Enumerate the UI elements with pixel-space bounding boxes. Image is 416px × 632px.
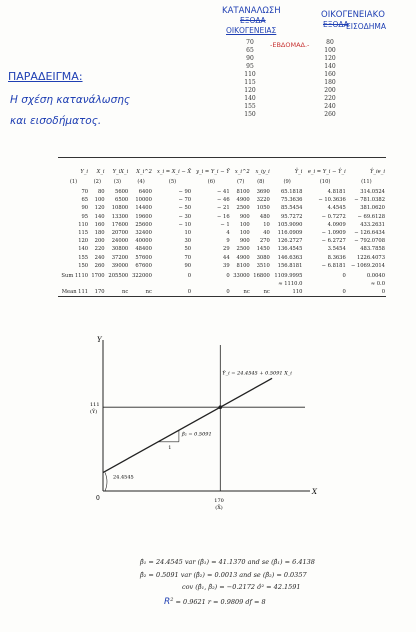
table-cell: 140 (94, 213, 105, 220)
income-cell: 80 (326, 39, 334, 47)
table-cell: (10) (319, 179, 331, 185)
table-cell: 20700 (111, 230, 129, 237)
table-cell: (6) (207, 179, 216, 185)
family-income-label-top: ΟΙΚΟΓΕΝΕΙΑΚΟ (321, 10, 385, 20)
household-label: ΟΙΚΟΓΕΝΕΙΑΣ (226, 26, 277, 35)
consumption-cell: 95 (246, 63, 254, 71)
table-cell: 156.8181 (277, 262, 303, 269)
table-cell: (1) (69, 179, 78, 185)
table-cell: − 50 (178, 205, 192, 212)
table-cell: Mean 111 (61, 289, 89, 296)
column-header: y_i = Y_i − Ȳ (196, 169, 230, 175)
table-cell: − 10.3636 (318, 197, 346, 204)
consumption-cell: 70 (246, 39, 254, 47)
table-cell: − 1069.2014 (350, 262, 385, 269)
table-cell: − 6.8181 (321, 262, 346, 269)
x-mean-label-top: 170 (214, 498, 224, 504)
table-cell: 8.3636 (327, 254, 346, 261)
table-cell: Sum 1110 (61, 272, 89, 279)
table-cell: 381.0620 (360, 205, 385, 212)
table-cell: − 16 (217, 213, 230, 220)
table-cell: 65.1818 (280, 189, 303, 196)
table-cell: 1226.4073 (356, 254, 385, 261)
table-cell: 0 (187, 272, 192, 279)
column-header: x_i = X_i − X̄ (156, 169, 192, 175)
table-cell: 110 (78, 221, 89, 228)
table-cell: − 10 (178, 221, 192, 228)
table-cell: 85.5454 (280, 205, 303, 212)
table-cell: 110 (292, 289, 303, 296)
table-cell: nc (145, 289, 152, 296)
consumption-cell: 65 (246, 47, 254, 55)
table-cell: (11) (361, 179, 372, 185)
slope-label: β̂₂ = 0.5091 (181, 431, 212, 438)
table-cell: 100 (94, 197, 105, 204)
income-cell: 200 (324, 87, 336, 95)
table-cell: 100 (239, 230, 250, 237)
table-cell: 240 (94, 254, 105, 261)
table-cell: 10 (263, 221, 270, 228)
stats-line-4: $R^2 = 0.9621$ r = 0.9809 df = 8 (164, 596, 266, 607)
table-cell: − 0.7272 (321, 213, 346, 220)
table-cell: 80 (97, 189, 105, 196)
example-line-1: Η σχέση κατανάλωσης (10, 94, 131, 106)
consumption-cell: 155 (244, 103, 256, 111)
table-cell: 0 (187, 289, 192, 296)
table-cell: − 6.2727 (321, 238, 346, 245)
example-line-2: και εισοδήματος. (10, 115, 102, 127)
table-cell: 39 (223, 262, 230, 269)
column-header: X_i^2 (136, 169, 152, 175)
intercept-bracket (105, 473, 107, 491)
table-cell: 3690 (256, 189, 270, 196)
regression-stats (140, 556, 315, 606)
table-cell: 17600 (111, 221, 129, 228)
table-cell: − 46 (217, 197, 230, 204)
table-cell: − 21 (217, 205, 230, 212)
table-cell: 0 (342, 289, 346, 296)
income-cell: 160 (324, 71, 336, 79)
table-cell: 3080 (256, 254, 270, 261)
income-cell: 120 (324, 55, 336, 63)
family-income-struck-label: ΕΞΟΔΑ (323, 20, 349, 29)
stats-line-4-text: = 0.9621 r = 0.9809 df = 8 (175, 597, 266, 606)
table-cell: 24000 (111, 238, 129, 245)
income-cell: 100 (324, 47, 336, 55)
consumption-cell: 90 (246, 55, 254, 63)
origin-label: 0 (96, 495, 100, 502)
table-cell: 2500 (236, 246, 250, 253)
table-cell: 155 (78, 254, 89, 261)
consumption-cell: 115 (244, 79, 256, 87)
equation-label: Ŷ_i = 24.4545 + 0.5091 X_i (222, 370, 292, 377)
y-mean-label-bottom: (Ȳ) (90, 409, 98, 416)
table-cell: 6500 (115, 197, 129, 204)
table-cell: 433.2631 (360, 221, 385, 228)
table-cell: − 30 (178, 213, 192, 220)
table-cell: 150 (78, 262, 89, 269)
table-cell: − 781.0382 (354, 197, 385, 204)
table-cell: 314.0524 (360, 189, 385, 196)
table-cell: 14400 (135, 205, 152, 212)
table-cell: 200 (94, 238, 105, 245)
stats-line-2: β̂₂ = 0.5091 var (β̂₂) = 0.0013 and se (β̂₂) = 0.0357 (140, 570, 307, 579)
table-cell: 70 (81, 189, 89, 196)
column-header: x_iy_i (255, 169, 270, 175)
table-cell: 900 (239, 213, 250, 220)
table-cell: − 1.0909 (321, 230, 346, 237)
table-cell: 95 (81, 213, 89, 220)
table-cell: 2500 (236, 205, 250, 212)
table-cell: 0 (226, 272, 230, 279)
table-cell: − 792.0708 (354, 238, 385, 245)
table-cell: − 41 (217, 189, 230, 196)
table-cell: − 90 (178, 189, 192, 196)
table-cell: 50 (184, 246, 192, 253)
table-cell: 260 (94, 262, 105, 269)
table-cell: 120 (78, 238, 89, 245)
income-cell: 180 (324, 79, 336, 87)
consumption-label: ΚΑΤΑΝΑΛΩΣΗ (222, 6, 281, 16)
table-cell: 120 (94, 205, 105, 212)
table-cell: 70 (184, 254, 192, 261)
table-cell: 1450 (256, 246, 270, 253)
table-cell: 65 (81, 197, 89, 204)
table-cell: 32400 (135, 230, 152, 237)
table-cell: 270 (259, 238, 270, 245)
table-cell: 10 (184, 230, 192, 237)
table-cell: nc (121, 289, 129, 296)
income-cell: 220 (324, 95, 336, 103)
intercept-label: 24.4545 (113, 474, 134, 481)
table-cell: 205500 (108, 272, 129, 279)
table-cell: ≈ 0.0 (370, 281, 385, 288)
income-cell: 140 (324, 63, 336, 71)
table-cell: 16800 (253, 272, 270, 279)
table-cell: 1700 (91, 272, 105, 279)
table-cell: − 1 (220, 221, 230, 228)
table-cell: 4900 (236, 254, 250, 261)
table-cell: 160 (94, 221, 105, 228)
table-cell: 3220 (256, 197, 270, 204)
regression-line (103, 378, 272, 472)
consumption-struck-label: ΕΞΟΔΑ (240, 16, 266, 25)
table-cell: 30 (184, 238, 192, 245)
table-cell: 40 (263, 230, 270, 237)
table-cell: (7) (237, 179, 245, 185)
table-cell: (2) (93, 179, 102, 185)
table-cell: 90 (81, 205, 89, 212)
table-cell: 90 (184, 262, 192, 269)
table-cell: 33000 (233, 272, 250, 279)
table-cell: 100 (239, 221, 250, 228)
column-header: Y_i (80, 169, 89, 175)
table-cell: 480 (259, 213, 270, 220)
table-cell: 4.0909 (327, 221, 346, 228)
x-mean-label-bottom: (X̄) (215, 505, 223, 511)
table-cell: 48400 (135, 246, 152, 253)
table-cell: 9 (226, 238, 230, 245)
table-cell: 19600 (135, 213, 152, 220)
table-cell: 13300 (111, 213, 129, 220)
table-cell: − 69.6128 (357, 213, 385, 220)
column-header: e_i = Y_i − Ŷ_i (307, 169, 346, 175)
table-cell: 126.2727 (277, 238, 303, 245)
table-cell: (3) (113, 179, 122, 185)
consumption-cell: 120 (244, 87, 256, 95)
weekly-note: -ΕΒΔΟΜΑΔ.- (270, 41, 310, 49)
table-cell: 0.0040 (366, 272, 385, 279)
table-cell: 105.9090 (277, 221, 303, 228)
table-cell: 39000 (111, 262, 129, 269)
table-cell: ≈ 1110.0 (278, 281, 303, 288)
table-cell: 0 (342, 272, 346, 279)
table-cell: 322000 (132, 272, 152, 279)
example-title: ΠΑΡΑΔΕΙΓΜΑ: (8, 70, 83, 83)
table-cell: 483.7858 (360, 246, 385, 253)
table-cell: 6400 (138, 189, 152, 196)
table-cell: 116.0909 (277, 230, 303, 237)
y-axis-label: Y (97, 336, 102, 344)
column-header: x_i^2 (234, 169, 250, 175)
table-cell: 57600 (135, 254, 152, 261)
table-cell: 4.4545 (327, 205, 346, 212)
table-cell: nc (263, 289, 270, 296)
consumption-cell: 140 (244, 95, 256, 103)
consumption-cell: 150 (244, 111, 256, 119)
table-cell: 37200 (111, 254, 129, 261)
table-cell: nc (243, 289, 250, 296)
table-cell: 8100 (236, 189, 250, 196)
table-cell: − 70 (178, 197, 192, 204)
column-header: Ŷ_i (294, 169, 303, 175)
table-cell: − 126.6434 (354, 230, 385, 237)
table-cell: 0 (381, 289, 385, 296)
table-cell: 8100 (236, 262, 250, 269)
table-cell: 67600 (135, 262, 152, 269)
table-cell: 30800 (111, 246, 129, 253)
slope-run-label: 1 (168, 444, 172, 451)
table-cell: 146.6363 (277, 254, 303, 261)
table-cell: 3510 (256, 262, 270, 269)
table-cell: 136.4545 (277, 246, 303, 253)
table-cell: 44 (223, 254, 230, 261)
table-cell: 75.3636 (280, 197, 303, 204)
table-cell: 180 (94, 230, 105, 237)
table-cell: 140 (78, 246, 89, 253)
table-cell: 170 (94, 289, 105, 296)
stats-line-1: β̂₁ = 24.4545 var (β̂₁) = 41.1370 and se (β̂₁) = 6.4138 (140, 558, 315, 566)
family-income-label-bottom: ΕΙΣΟΔΗΜΑ (346, 22, 386, 31)
table-cell: 115 (78, 230, 89, 237)
income-cell: 240 (324, 103, 336, 111)
table-cell: 1109.9995 (274, 272, 303, 279)
table-cell: 3.5454 (327, 246, 346, 253)
table-cell: (4) (137, 179, 145, 185)
income-cell: 260 (324, 111, 336, 119)
stats-line-3: cov (β̂₁, β̂₂) = −0.2172 σ̂² = 42.1591 (182, 583, 301, 591)
mean-point (219, 405, 223, 409)
table-cell: 220 (94, 246, 105, 253)
table-cell: 40000 (135, 238, 152, 245)
consumption-cell: 110 (244, 71, 256, 79)
table-cell: 10800 (111, 205, 129, 212)
table-cell: 4900 (236, 197, 250, 204)
x-axis-label: X (312, 488, 317, 496)
table-cell: (8) (257, 179, 265, 185)
table-cell: 5600 (115, 189, 129, 196)
r-squared-mark: R (164, 596, 171, 607)
table-cell: 4 (226, 230, 230, 237)
table-cell: 1050 (256, 205, 270, 212)
column-header: Ŷ_ie_i (369, 169, 385, 175)
table-cell: 95.7272 (280, 213, 303, 220)
table-cell: 0 (226, 289, 230, 296)
table-cell: 25600 (135, 221, 152, 228)
table-cell: 4.8181 (327, 189, 346, 196)
table-cell: 900 (239, 238, 250, 245)
table-cell: 29 (223, 246, 230, 253)
y-mean-label-top: 111 (90, 402, 100, 409)
table-cell: 10000 (135, 197, 152, 204)
table-cell: (5) (168, 179, 177, 185)
column-header: X_i (96, 169, 105, 175)
table-cell: (9) (283, 179, 291, 185)
column-header: Y_iX_i (112, 169, 129, 175)
